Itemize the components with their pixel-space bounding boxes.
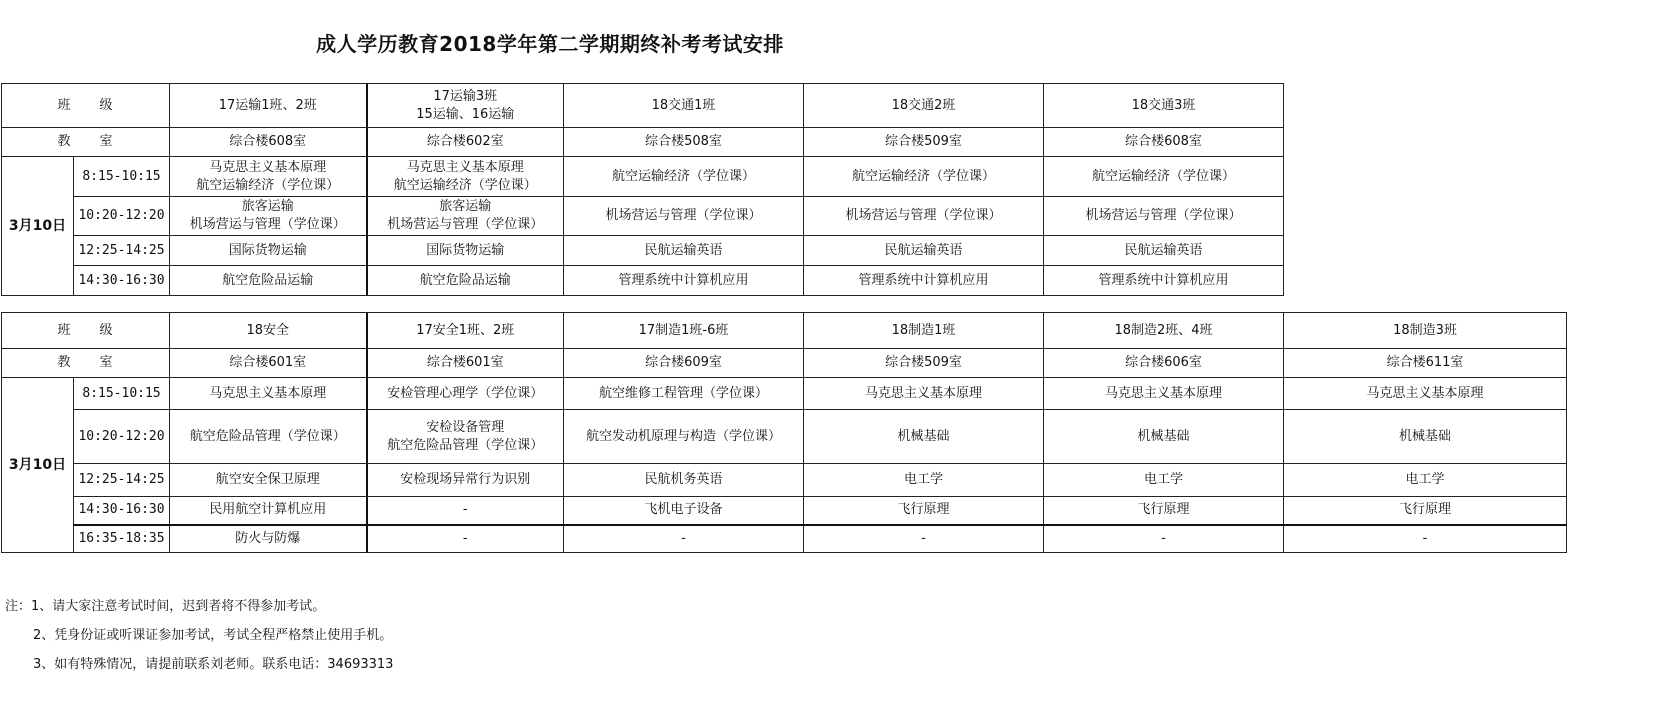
class-cell: 18交通2班: [804, 84, 1044, 128]
exam-cell: 国际货物运输: [170, 236, 367, 266]
exam-cell: 航空安全保卫原理: [170, 464, 367, 497]
session-row: [2, 410, 1567, 464]
session-row: [2, 157, 1284, 197]
exam-cell: 民航机务英语: [564, 464, 804, 497]
exam-cell: 航空危险品管理（学位课）: [170, 410, 367, 464]
session-row: [2, 497, 1567, 525]
exam-cell: 马克思主义基本原理: [1044, 378, 1284, 410]
exam-table-2: [1, 312, 1567, 553]
time-slot: 8:15-10:15: [74, 157, 170, 197]
class-row: [2, 84, 1284, 128]
room-header: 教 室: [2, 128, 170, 157]
room-cell: 综合楼508室: [564, 128, 804, 157]
session-row: [2, 464, 1567, 497]
exam-cell: -: [367, 525, 564, 553]
exam-cell: 机械基础: [1284, 410, 1567, 464]
exam-cell: -: [564, 525, 804, 553]
exam-table-1: [1, 83, 1284, 296]
class-cell: 18交通3班: [1044, 84, 1284, 128]
note-item: 注：1、请大家注意考试时间，迟到者将不得参加考试。: [5, 599, 326, 614]
exam-cell: 航空危险品运输: [367, 266, 564, 296]
session-row: [2, 236, 1284, 266]
exam-cell: 民航运输英语: [804, 236, 1044, 266]
room-cell: 综合楼601室: [170, 349, 367, 378]
time-slot: 14:30-16:30: [74, 266, 170, 296]
note-item: 3、如有特殊情况，请提前联系刘老师。联系电话：34693313: [33, 657, 394, 672]
exam-cell: 飞行原理: [1284, 497, 1567, 525]
room-cell: 综合楼609室: [564, 349, 804, 378]
time-slot: 8:15-10:15: [74, 378, 170, 410]
class-cell: 17运输1班、2班: [170, 84, 367, 128]
class-cell: 18制造1班: [804, 313, 1044, 349]
exam-cell: 民航运输英语: [564, 236, 804, 266]
exam-cell: 飞行原理: [1044, 497, 1284, 525]
exam-cell: -: [1044, 525, 1284, 553]
room-header: 教 室: [2, 349, 170, 378]
notes: [5, 592, 393, 679]
exam-cell: 民用航空计算机应用: [170, 497, 367, 525]
exam-cell: 机场营运与管理（学位课）: [1044, 197, 1284, 236]
exam-cell: 旅客运输 机场营运与管理（学位课）: [367, 197, 564, 236]
exam-cell: 马克思主义基本原理 航空运输经济（学位课）: [367, 157, 564, 197]
exam-cell: 机械基础: [1044, 410, 1284, 464]
class-cell: 18交通1班: [564, 84, 804, 128]
time-slot: 16:35-18:35: [74, 525, 170, 553]
exam-cell: 航空运输经济（学位课）: [804, 157, 1044, 197]
time-slot: 12:25-14:25: [74, 236, 170, 266]
room-cell: 综合楼509室: [804, 128, 1044, 157]
class-cell: 17安全1班、2班: [367, 313, 564, 349]
exam-cell: 航空运输经济（学位课）: [1044, 157, 1284, 197]
exam-cell: 机械基础: [804, 410, 1044, 464]
exam-cell: -: [1284, 525, 1567, 553]
exam-cell: 航空运输经济（学位课）: [564, 157, 804, 197]
exam-date: 3月10日: [2, 378, 74, 553]
exam-cell: 国际货物运输: [367, 236, 564, 266]
exam-cell: 马克思主义基本原理: [170, 378, 367, 410]
exam-cell: 航空危险品运输: [170, 266, 367, 296]
class-header: 班 级: [2, 84, 170, 128]
exam-cell: 民航运输英语: [1044, 236, 1284, 266]
exam-cell: 马克思主义基本原理: [1284, 378, 1567, 410]
class-cell: 18制造2班、4班: [1044, 313, 1284, 349]
room-row: [2, 128, 1284, 157]
time-slot: 12:25-14:25: [74, 464, 170, 497]
exam-cell: 管理系统中计算机应用: [804, 266, 1044, 296]
time-slot: 10:20-12:20: [74, 410, 170, 464]
exam-cell: -: [367, 497, 564, 525]
class-cell: 18制造3班: [1284, 313, 1567, 349]
note-item: 2、凭身份证或听课证参加考试，考试全程严格禁止使用手机。: [33, 628, 393, 643]
exam-cell: 安检设备管理 航空危险品管理（学位课）: [367, 410, 564, 464]
page-title: 成人学历教育2018学年第二学期期终补考考试安排: [316, 32, 784, 56]
room-cell: 综合楼608室: [170, 128, 367, 157]
session-row: [2, 197, 1284, 236]
room-cell: 综合楼606室: [1044, 349, 1284, 378]
exam-cell: 机场营运与管理（学位课）: [564, 197, 804, 236]
session-row: [2, 525, 1567, 553]
session-row: [2, 266, 1284, 296]
room-cell: 综合楼611室: [1284, 349, 1567, 378]
exam-cell: 安检管理心理学（学位课）: [367, 378, 564, 410]
exam-cell: 机场营运与管理（学位课）: [804, 197, 1044, 236]
room-row: [2, 349, 1567, 378]
session-row: [2, 378, 1567, 410]
exam-cell: 航空发动机原理与构造（学位课）: [564, 410, 804, 464]
exam-cell: 飞行原理: [804, 497, 1044, 525]
exam-cell: 马克思主义基本原理 航空运输经济（学位课）: [170, 157, 367, 197]
exam-cell: 航空维修工程管理（学位课）: [564, 378, 804, 410]
exam-cell: 飞机电子设备: [564, 497, 804, 525]
exam-cell: 马克思主义基本原理: [804, 378, 1044, 410]
class-cell: 17制造1班-6班: [564, 313, 804, 349]
time-slot: 10:20-12:20: [74, 197, 170, 236]
time-slot: 14:30-16:30: [74, 497, 170, 525]
room-cell: 综合楼509室: [804, 349, 1044, 378]
exam-cell: 旅客运输 机场营运与管理（学位课）: [170, 197, 367, 236]
exam-cell: 管理系统中计算机应用: [1044, 266, 1284, 296]
class-header: 班 级: [2, 313, 170, 349]
room-cell: 综合楼602室: [367, 128, 564, 157]
exam-cell: 电工学: [1284, 464, 1567, 497]
exam-date: 3月10日: [2, 157, 74, 296]
class-cell: 18安全: [170, 313, 367, 349]
exam-cell: 电工学: [1044, 464, 1284, 497]
exam-cell: 管理系统中计算机应用: [564, 266, 804, 296]
room-cell: 综合楼608室: [1044, 128, 1284, 157]
room-cell: 综合楼601室: [367, 349, 564, 378]
exam-cell: -: [804, 525, 1044, 553]
class-cell: 17运输3班 15运输、16运输: [367, 84, 564, 128]
class-row: [2, 313, 1567, 349]
exam-cell: 安检现场异常行为识别: [367, 464, 564, 497]
exam-cell: 电工学: [804, 464, 1044, 497]
exam-cell: 防火与防爆: [170, 525, 367, 553]
